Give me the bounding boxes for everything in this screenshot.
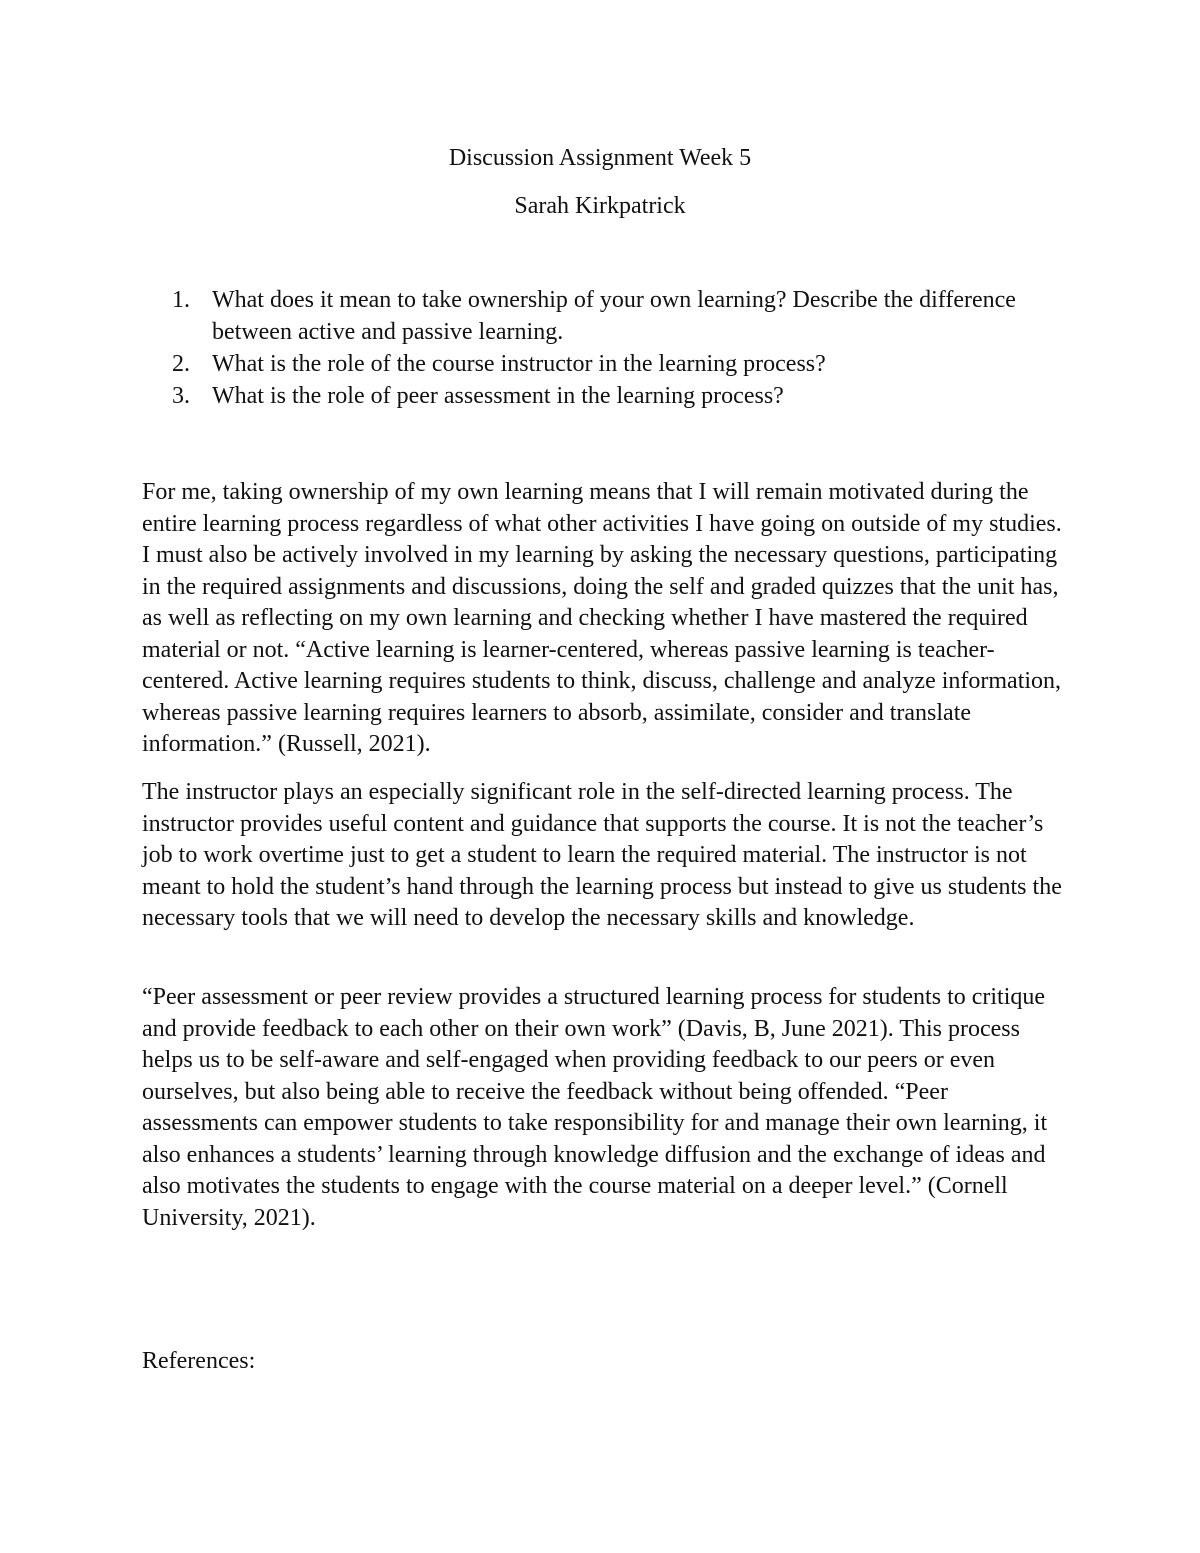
- question-item: [172, 348, 1032, 380]
- question-list: [172, 284, 1032, 412]
- question-number: 2.: [172, 351, 190, 377]
- question-text: What does it mean to take ownership of your own learning? Describe the difference between active and passive learning.: [212, 287, 1016, 345]
- question-text: What is the role of the course instructor in the learning process?: [212, 351, 826, 377]
- question-number: 3.: [172, 383, 190, 409]
- question-item: [172, 380, 1032, 412]
- answer-paragraph-instructor: The instructor plays an especially significant role in the self-directed learning process. The instructor provides useful content and guidance that supports the course. It is not the teacher’s job to work overtime just to get a student to learn the required material. The instructor is not meant to hold the student’s hand through the learning process but instead to give us students the necessary tools that we will need to develop the necessary skills and knowledge.: [142, 779, 1062, 931]
- question-text: What is the role of peer assessment in the learning process?: [212, 383, 784, 409]
- answer-paragraph-ownership: For me, taking ownership of my own learning means that I will remain motivated during the entire learning process regardless of what other activities I have going on outside of my studies. I must also be actively involved in my learning by asking the necessary questions, participating in the required assignments and discussions, doing the self and graded quizzes that the unit has, as well as reflecting on my own learning and checking whether I have mastered the required material or not. “Active learning is learner-centered, whereas passive learning is teacher-centered. Active learning requires students to think, discuss, challenge and analyze information, whereas passive learning requires learners to absorb, assimilate, consider and translate information.” (Russell, 2021).: [142, 479, 1062, 757]
- references-heading: References:: [142, 1348, 256, 1374]
- question-item: [172, 284, 1032, 348]
- question-number: 1.: [172, 287, 190, 313]
- answer-paragraph-peer-assessment: “Peer assessment or peer review provides a structured learning process for students to critique and provide feedback to each other on their own work” (Davis, B, June 2021). This process helps us to be self-aware and self-engaged when providing feedback to our peers or even ourselves, but also being able to receive the feedback without being offended. “Peer assessments can empower students to take responsibility for and manage their own learning, it also enhances a students’ learning through knowledge diffusion and the exchange of ideas and also motivates the students to engage with the course material on a deeper level.” (Cornell University, 2021).: [142, 984, 1048, 1231]
- document-author: Sarah Kirkpatrick: [514, 193, 686, 219]
- document-title: Discussion Assignment Week 5: [448, 145, 752, 171]
